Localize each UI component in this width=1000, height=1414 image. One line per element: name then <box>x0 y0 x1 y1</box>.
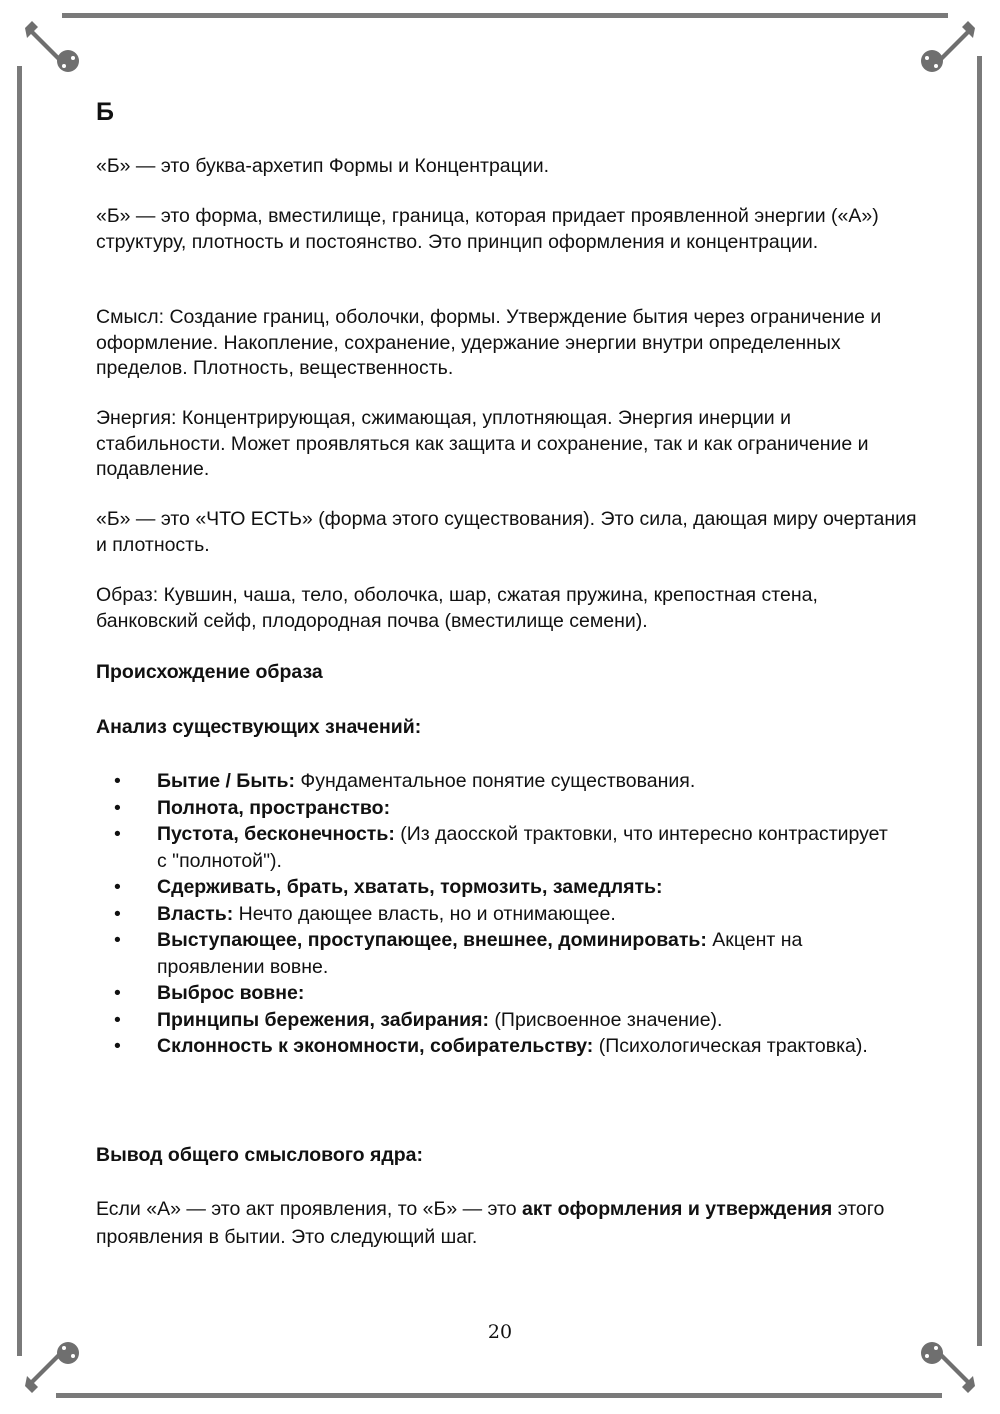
list-item <box>96 874 896 901</box>
bullet-icon: • <box>114 982 121 1004</box>
page-heading: Б <box>96 98 114 126</box>
frame-left-line <box>17 66 22 1356</box>
bullet-icon: • <box>114 876 121 898</box>
conclusion-text-end: этого проявления в бытии. Это следующий шаг. <box>96 1198 885 1248</box>
frame-right-line <box>977 56 982 1346</box>
description: Нечто дающее власть, но и отнимающее. <box>233 902 616 925</box>
bullet-icon: • <box>114 770 121 792</box>
list-item <box>96 1007 896 1034</box>
term: Принципы бережения, забирания: <box>157 1008 490 1031</box>
paragraph-image: Образ: Кувшин, чаша, тело, оболочка, шар, сжатая пружина, крепостная стена, банковский сейф, плодородная почва (вместилище семени). <box>96 584 818 632</box>
key-ornament-icon <box>10 8 90 88</box>
bullet-icon: • <box>114 929 121 951</box>
term: Пустота, бесконечность: <box>157 823 395 845</box>
list-item <box>96 821 896 874</box>
term: Выступающее, проступающее, внешнее, доминировать: <box>157 929 707 951</box>
frame-bottom-line <box>56 1393 942 1398</box>
description: Акцент на проявлении вовне. <box>157 929 803 978</box>
section-origin-heading: Происхождение образа <box>96 661 323 683</box>
conclusion-emphasis: акт оформления и утверждения <box>522 1198 833 1220</box>
paragraph-conclusion <box>96 1195 918 1251</box>
bullet-icon: • <box>114 796 121 819</box>
list-item <box>96 980 896 1007</box>
description: (Психологическая трактовка). <box>593 1035 868 1057</box>
list-item <box>96 768 896 795</box>
bullet-icon: • <box>114 1008 121 1031</box>
term: Сдерживать, брать, хватать, тормозить, замедлять: <box>157 876 663 898</box>
description: Фундаментальное понятие существования. <box>295 770 696 792</box>
paragraph-what-is: «Б» — это «ЧТО ЕСТЬ» (форма этого существования). Это сила, дающая миру очертания и плотность. <box>96 508 917 556</box>
term: Власть: <box>157 902 234 925</box>
bullet-icon: • <box>114 902 121 925</box>
paragraph-definition: «Б» — это буква-архетип Формы и Концентрации. <box>96 155 550 177</box>
section-analysis-heading: Анализ существующих значений: <box>96 716 422 738</box>
conclusion-text: Если «А» — это акт проявления, то «Б» — это <box>96 1198 522 1220</box>
paragraph-meaning: Смысл: Создание границ, оболочки, формы. Утверждение бытия через ограничение и оформление. Накопление, сохранение, удержание энергии внутри определенных пределов. Плотность, вещественность. <box>96 306 882 379</box>
list-item <box>96 901 896 928</box>
paragraph-form: «Б» — это форма, вместилище, граница, которая придает проявленной энергии («А») структуру, плотность и постоянство. Это принцип оформления и концентрации. <box>96 205 879 253</box>
term: Выброс вовне: <box>157 982 305 1004</box>
description: (Присвоенное значение). <box>489 1008 723 1031</box>
paragraph-energy: Энергия: Концентрирующая, сжимающая, уплотняющая. Энергия инерции и стабильности. Может проявляться как защита и сохранение, так и как ограничение и подавление. <box>96 407 869 480</box>
description: (Из даосской трактовки, что интересно контрастирует с "полнотой"). <box>157 823 888 872</box>
bullet-icon: • <box>114 1035 121 1057</box>
term: Полнота, пространство: <box>157 796 391 819</box>
page-number: 20 <box>487 1321 513 1343</box>
meanings-list <box>96 768 896 1060</box>
section-conclusion-heading: Вывод общего смыслового ядра: <box>96 1144 424 1166</box>
key-ornament-icon <box>910 8 990 88</box>
term: Бытие / Быть: <box>157 770 296 792</box>
frame-top-line <box>62 13 948 18</box>
list-item <box>96 927 896 980</box>
list-item <box>96 795 896 822</box>
term: Склонность к экономности, собирательству: <box>157 1035 594 1057</box>
list-item <box>96 1033 896 1060</box>
bullet-icon: • <box>114 823 121 845</box>
